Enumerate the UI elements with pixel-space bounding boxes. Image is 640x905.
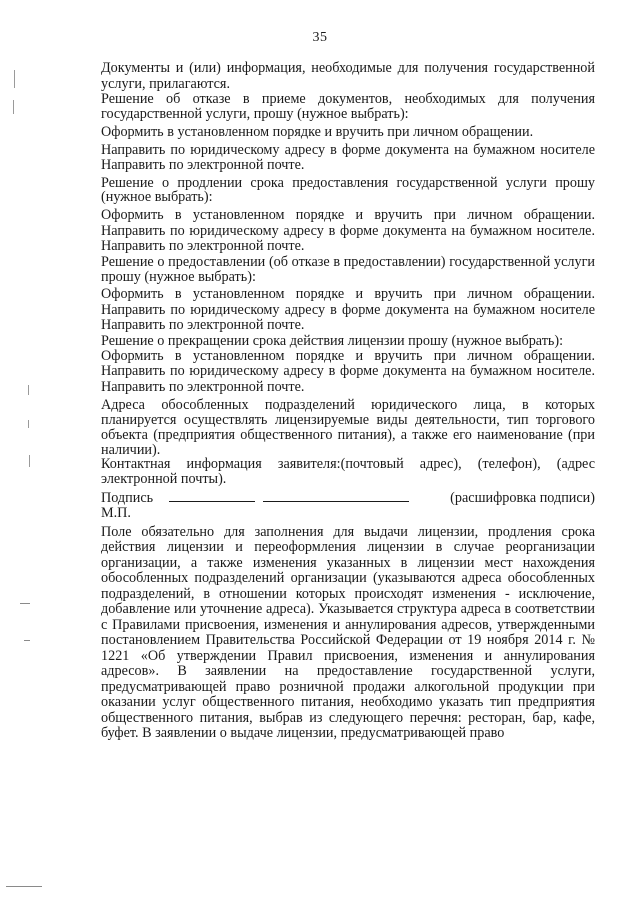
- paragraph: Направить по юридическому адресу в форме документа на бумажном носителе Направить по электронной почте.: [101, 142, 595, 173]
- paragraph: Оформить в установленном порядке и вручить при личном обращении.: [101, 123, 534, 140]
- page-number: 35: [312, 30, 328, 45]
- paragraph: Решение о предоставлении (об отказе в предоставлении) государственной услуги прошу (нужное выбрать):: [101, 253, 595, 285]
- stamp-label: М.П.: [101, 505, 131, 522]
- paragraph: Оформить в установленном порядке и вручить при личном обращении. Направить по юридическому адресу в форме документа на бумажном носителе. Направить по электронной почте.: [101, 207, 595, 255]
- signature-line: [169, 490, 255, 502]
- signature-decode-label: (расшифровка подписи): [450, 489, 595, 506]
- scan-artefact: [29, 455, 30, 467]
- scan-artefact: [28, 420, 29, 428]
- scan-dash: [6, 886, 42, 887]
- paragraph: Решение о прекращении срока действия лицензии прошу (нужное выбрать):: [101, 332, 564, 349]
- paragraph: Документы и (или) информация, необходимые для получения государственной услуги, прилагаются.: [101, 60, 595, 92]
- scan-artefact: [14, 70, 15, 88]
- paragraph: Оформить в установленном порядке и вручить при личном обращении. Направить по юридическому адресу в форме документа на бумажном носителе. Направить по электронной почте.: [101, 347, 595, 395]
- signature-label: Подпись: [101, 489, 154, 506]
- signature-row: [101, 490, 595, 507]
- footnote-paragraph: Поле обязательно для заполнения для выдачи лицензии, продления срока действия лицензии и переоформления лицензии в случае реорганизации организации, а также изменения указанных в лицензии мест нахождения обособленных подразделений организации (указываются адреса обособленных подразделений, в отношении которых происходят изменения - исключение, добавление или уточнение адреса). Указывается структура адреса в соответствии с Правилами присвоения, изменения и аннулирования адресов, утвержденными постановлением Правительства Российской Федерации от 19 ноября 2014 г. № 1221 «Об утверждении Правил присвоения, изменения и аннулирования адресов». В заявлении на предоставление государственной услуги, предусматривающей право розничной продажи алкогольной продукции при оказании услуг общественного питания, необходимо указать тип предприятия общественного питания, выбрав из следующего перечня: ресторан, бар, кафе, буфет. В заявлении о выдаче лицензии, предусматривающей право: [101, 523, 595, 742]
- scan-dash: [20, 603, 30, 604]
- scan-dash: [24, 640, 30, 641]
- paragraph: Решение о продлении срока предоставления государственной услуги прошу (нужное выбрать):: [101, 174, 595, 206]
- scan-artefact: [13, 100, 14, 114]
- document-body: [101, 61, 595, 742]
- paragraph: Адреса обособленных подразделений юридического лица, в которых планируется осуществлять лицензируемые виды деятельности, тип торгового объекта (предприятия общественного питания), а также его наименование (при наличии).: [101, 397, 595, 458]
- signature-decode-line: [263, 490, 409, 502]
- scan-artefact: [28, 385, 29, 395]
- paragraph: Контактная информация заявителя:(почтовый адрес), (телефон), (адрес электронной почты).: [101, 456, 595, 488]
- paragraph: Решение об отказе в приеме документов, необходимых для получения государственной услуги, прошу (нужное выбрать):: [101, 91, 595, 122]
- paragraph: Оформить в установленном порядке и вручить при личном обращении. Направить по юридическому адресу в форме документа на бумажном носителе Направить по электронной почте.: [101, 286, 595, 334]
